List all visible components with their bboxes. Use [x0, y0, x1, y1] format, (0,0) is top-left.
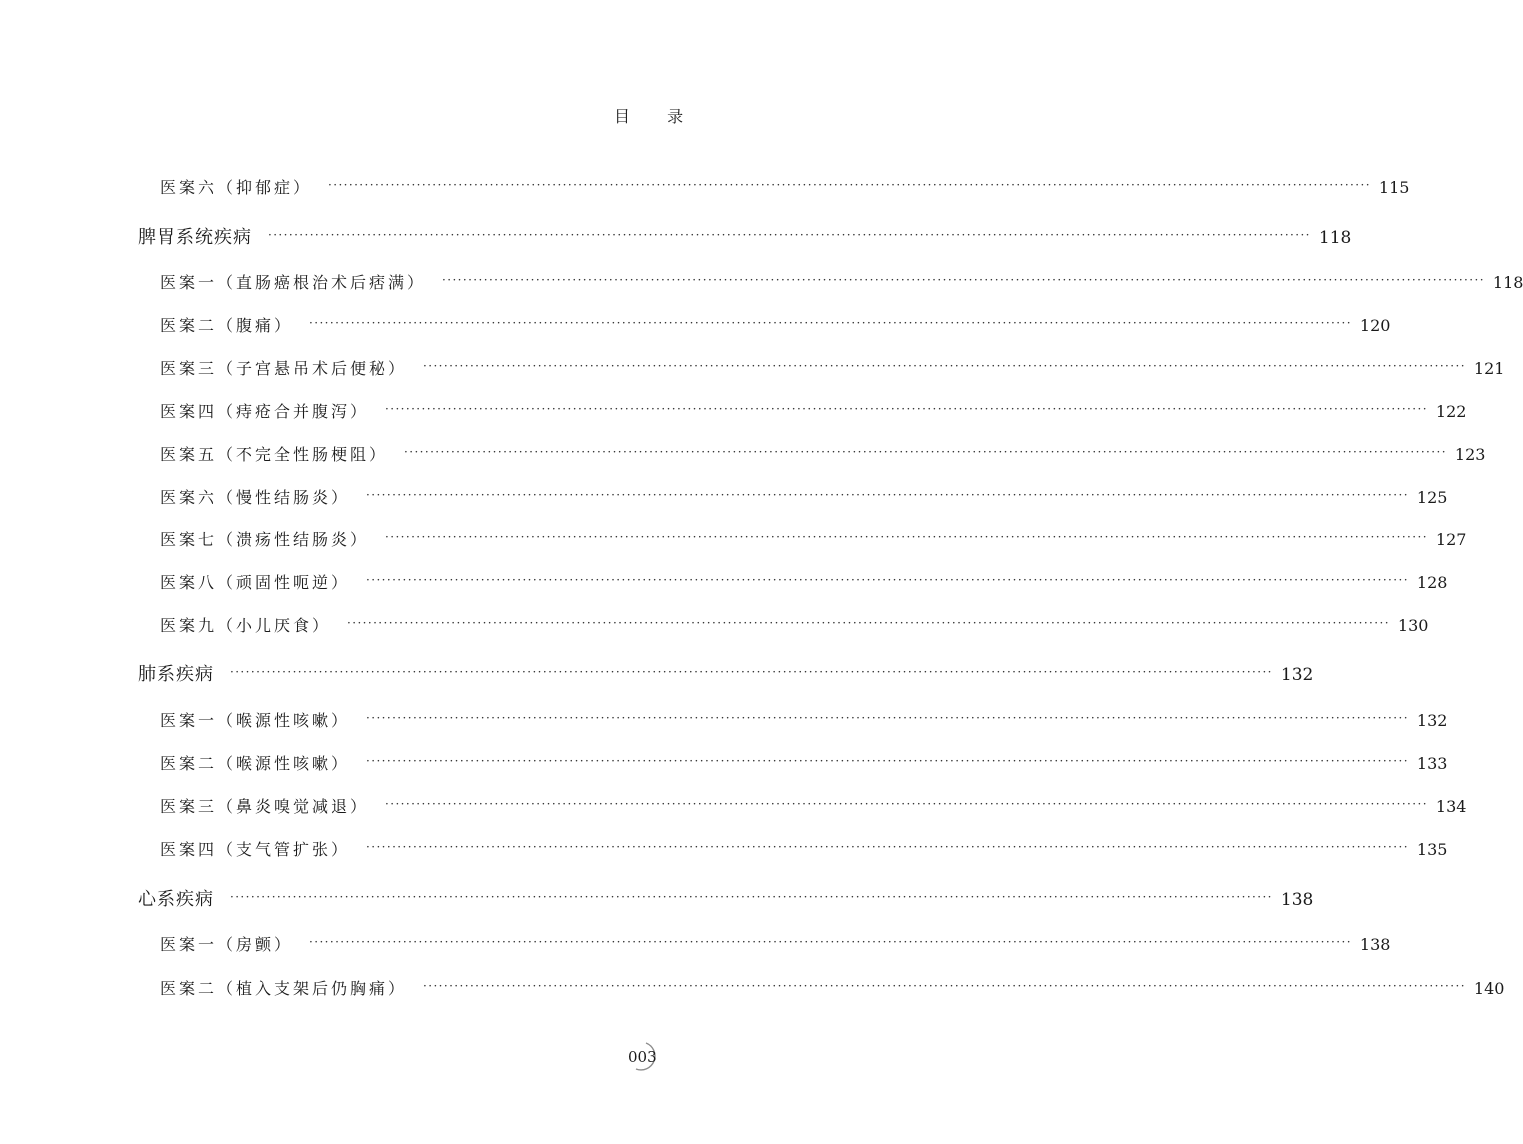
entry-page: 115 [1378, 178, 1410, 197]
entry-page: 127 [1435, 530, 1467, 549]
entry-title: 医案三（子宫悬吊术后便秘） [160, 359, 408, 378]
toc-category[interactable] [138, 223, 1352, 249]
entry-page: 140 [1473, 979, 1505, 998]
entry-title: 医案六（慢性结肠炎） [160, 488, 351, 507]
dot-leader: ········································································································································································································ [328, 178, 1371, 192]
entry-title: 医案八（顽固性呃逆） [160, 573, 351, 592]
dot-leader: ········································································································································································································ [309, 316, 1352, 330]
dot-leader: ········································································································································································································ [423, 979, 1466, 993]
toc-entry[interactable] [160, 356, 1505, 379]
entry-title: 医案九（小儿厌食） [160, 616, 332, 635]
entry-title: 医案一（直肠癌根治术后痞满） [160, 273, 427, 292]
toc-category[interactable] [138, 660, 1314, 686]
toc-category[interactable] [138, 885, 1314, 911]
dot-leader: ········································································································································································································ [309, 935, 1352, 949]
category-title: 脾胃系统疾病 [138, 227, 252, 248]
dot-leader: ········································································································································································································ [404, 445, 1447, 459]
dot-leader: ········································································································································································································ [366, 840, 1409, 854]
entry-title: 医案四（支气管扩张） [160, 840, 351, 859]
dot-leader: ········································································································································································································ [385, 530, 1428, 544]
toc-entry[interactable] [160, 442, 1486, 465]
toc-entry[interactable] [160, 270, 1523, 293]
entry-title: 医案三（鼻炎嗅觉减退） [160, 797, 370, 816]
dot-leader: ········································································································································································································ [230, 665, 1273, 679]
toc-entry[interactable] [160, 313, 1391, 336]
dot-leader: ········································································································································································································ [442, 273, 1485, 287]
entry-title: 医案二（腹痛） [160, 316, 294, 335]
entry-title: 医案七（溃疡性结肠炎） [160, 530, 370, 549]
toc-entry[interactable] [160, 570, 1448, 593]
toc-entry[interactable] [160, 708, 1448, 731]
entry-title: 医案六（抑郁症） [160, 178, 313, 197]
toc-entry[interactable] [160, 527, 1467, 550]
toc-entry[interactable] [160, 485, 1448, 508]
entry-page: 138 [1359, 935, 1391, 954]
dot-leader: ········································································································································································································ [366, 488, 1409, 502]
entry-page: 133 [1416, 754, 1448, 773]
entry-page: 121 [1473, 359, 1505, 378]
category-page: 138 [1280, 890, 1314, 910]
entry-title: 医案五（不完全性肠梗阻） [160, 445, 389, 464]
page-number: 003 [628, 1048, 657, 1066]
entry-title: 医案一（房颤） [160, 935, 294, 954]
toc-entry[interactable] [160, 794, 1467, 817]
entry-page: 120 [1359, 316, 1391, 335]
toc-entry[interactable] [160, 976, 1505, 999]
entry-title: 医案二（喉源性咳嗽） [160, 754, 351, 773]
category-page: 132 [1280, 665, 1314, 685]
toc-entry[interactable] [160, 932, 1391, 955]
entry-page: 134 [1435, 797, 1467, 816]
entry-title: 医案二（植入支架后仍胸痛） [160, 979, 408, 998]
entry-page: 118 [1492, 273, 1523, 292]
entry-page: 122 [1435, 402, 1467, 421]
category-title: 肺系疾病 [138, 664, 214, 685]
dot-leader: ········································································································································································································ [423, 359, 1466, 373]
entry-page: 128 [1416, 573, 1448, 592]
toc-entry[interactable] [160, 613, 1429, 636]
dot-leader: ········································································································································································································ [347, 616, 1390, 630]
entry-title: 医案一（喉源性咳嗽） [160, 711, 351, 730]
dot-leader: ········································································································································································································ [366, 573, 1409, 587]
category-page: 118 [1318, 228, 1352, 248]
entry-page: 125 [1416, 488, 1448, 507]
dot-leader: ········································································································································································································ [385, 797, 1428, 811]
running-header: 目 录 [614, 107, 700, 126]
toc-entry[interactable] [160, 175, 1410, 198]
entry-page: 135 [1416, 840, 1448, 859]
entry-page: 132 [1416, 711, 1448, 730]
page-number-badge [624, 1040, 660, 1072]
toc-entry[interactable] [160, 837, 1448, 860]
entry-title: 医案四（痔疮合并腹泻） [160, 402, 370, 421]
dot-leader: ········································································································································································································ [230, 890, 1273, 904]
toc-entry[interactable] [160, 751, 1448, 774]
dot-leader: ········································································································································································································ [268, 228, 1311, 242]
dot-leader: ········································································································································································································ [366, 754, 1409, 768]
entry-page: 123 [1454, 445, 1486, 464]
entry-page: 130 [1397, 616, 1429, 635]
dot-leader: ········································································································································································································ [366, 711, 1409, 725]
category-title: 心系疾病 [138, 889, 214, 910]
toc-entry[interactable] [160, 399, 1467, 422]
dot-leader: ········································································································································································································ [385, 402, 1428, 416]
